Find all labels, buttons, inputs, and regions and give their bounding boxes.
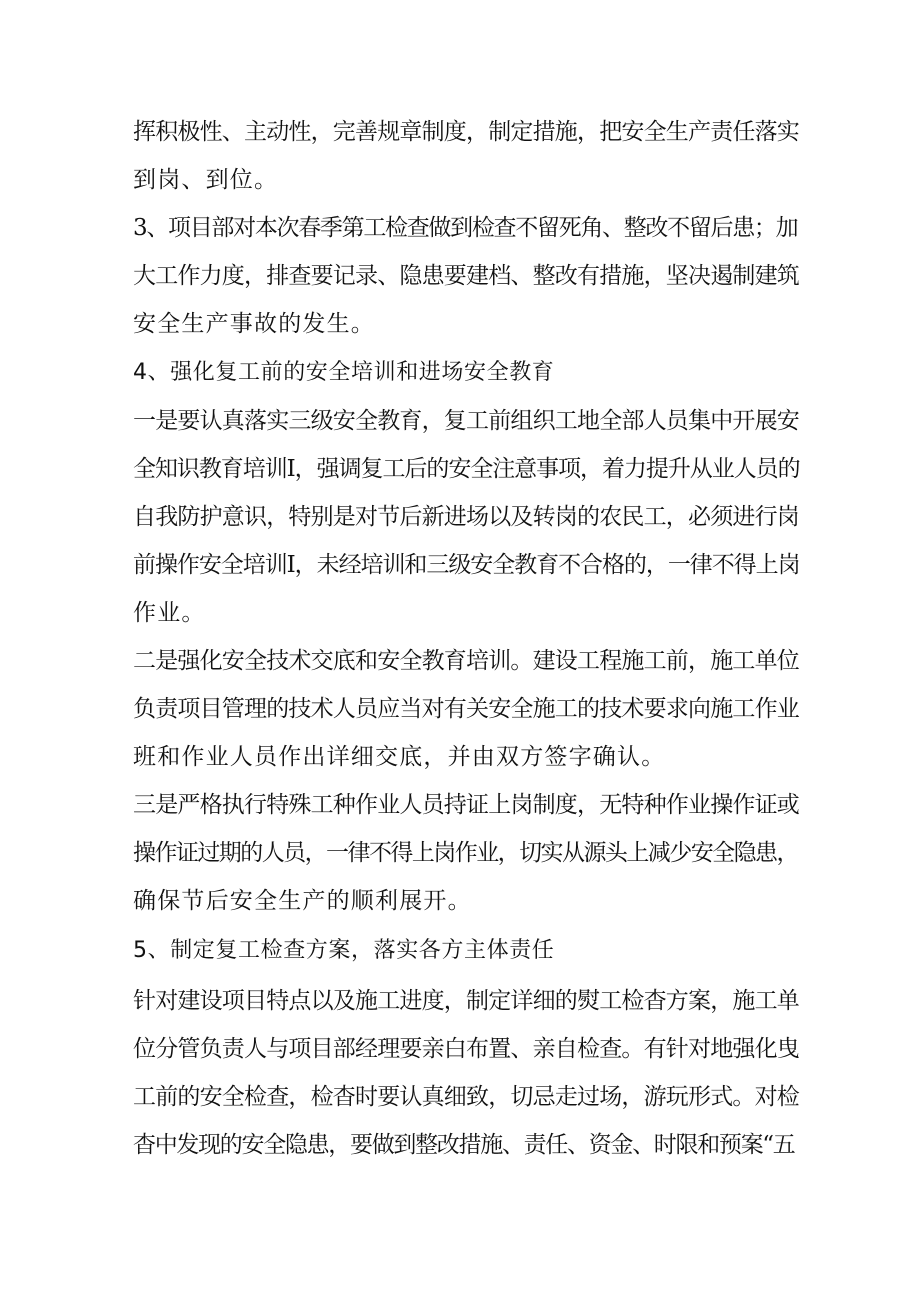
body-text-line: 全知识教育培训I，强调复工后的安全注意事项，着力提升从业人员的 <box>133 456 800 482</box>
body-text-line: 挥积极性、主动性，完善规章制度，制定措施，把安全生产责任落实 <box>133 119 800 145</box>
body-text-line: 班和作业人员作出详细交底，并由双方签字确认。 <box>133 744 666 770</box>
body-text-line: 3、项目部对本次春季第工检查做到检查不留死角、整改不留后患；加 <box>133 215 798 241</box>
body-text-line: 三是严格执行特殊工种作业人员持证上岗制度，无特种作业操作证或 <box>133 792 800 818</box>
body-text-line: 确保节后安全生产的顺利展开。 <box>133 888 472 914</box>
body-text-line: 二是强化安全技术交底和安全教育培训。建设工程施工前，施工单位 <box>133 648 800 674</box>
body-text-line: 安全生产事故的发生。 <box>133 311 375 337</box>
body-text-line: 大工作力度，排查要记录、隐患要建档、整改有措施，坚决遏制建筑 <box>133 263 800 289</box>
body-text-line: 工前的安全检查，检杳时要认真细致，切忌走过场，游玩形式。对检 <box>133 1084 800 1110</box>
body-text-line: 一是要认真落实三级安全教育，复工前组织工地全部人员集中开展安 <box>133 408 800 434</box>
body-text-line: 前操作安全培训I，未经培训和三级安全教育不合格的，一律不得上岗 <box>133 552 800 578</box>
body-text-line: 到岗、到位。 <box>133 167 279 193</box>
body-text-line: 作业。 <box>133 600 206 626</box>
body-text-line: 操作证过期的人员，一律不得上岗作业，切实从源头上减少安全隐患， <box>133 840 798 866</box>
body-text-line: 针对建设项目特点以及施工进度，制定详细的熨工检杳方案，施工单 <box>133 988 800 1014</box>
body-text-line: 自我防护意识，特别是对节后新进场以及转岗的农民工，必须进行岗 <box>133 504 800 530</box>
section-heading: 5、制定复工检查方案，落实各方主体责任 <box>133 938 555 963</box>
body-text-line: 位分管负责人与项目部经理要亲白布置、亲自检查。有针对地强化曳 <box>133 1036 800 1062</box>
body-text-line: 负责项目管理的技术人员应当对有关安全施工的技术要求向施工作业 <box>133 696 800 722</box>
section-heading: 4、强化复工前的安全培训和进场安全教育 <box>133 360 555 385</box>
body-text-line: 杳中发现的安全隐患，要做到整改措施、责任、资金、时限和预案“五 <box>133 1132 795 1158</box>
